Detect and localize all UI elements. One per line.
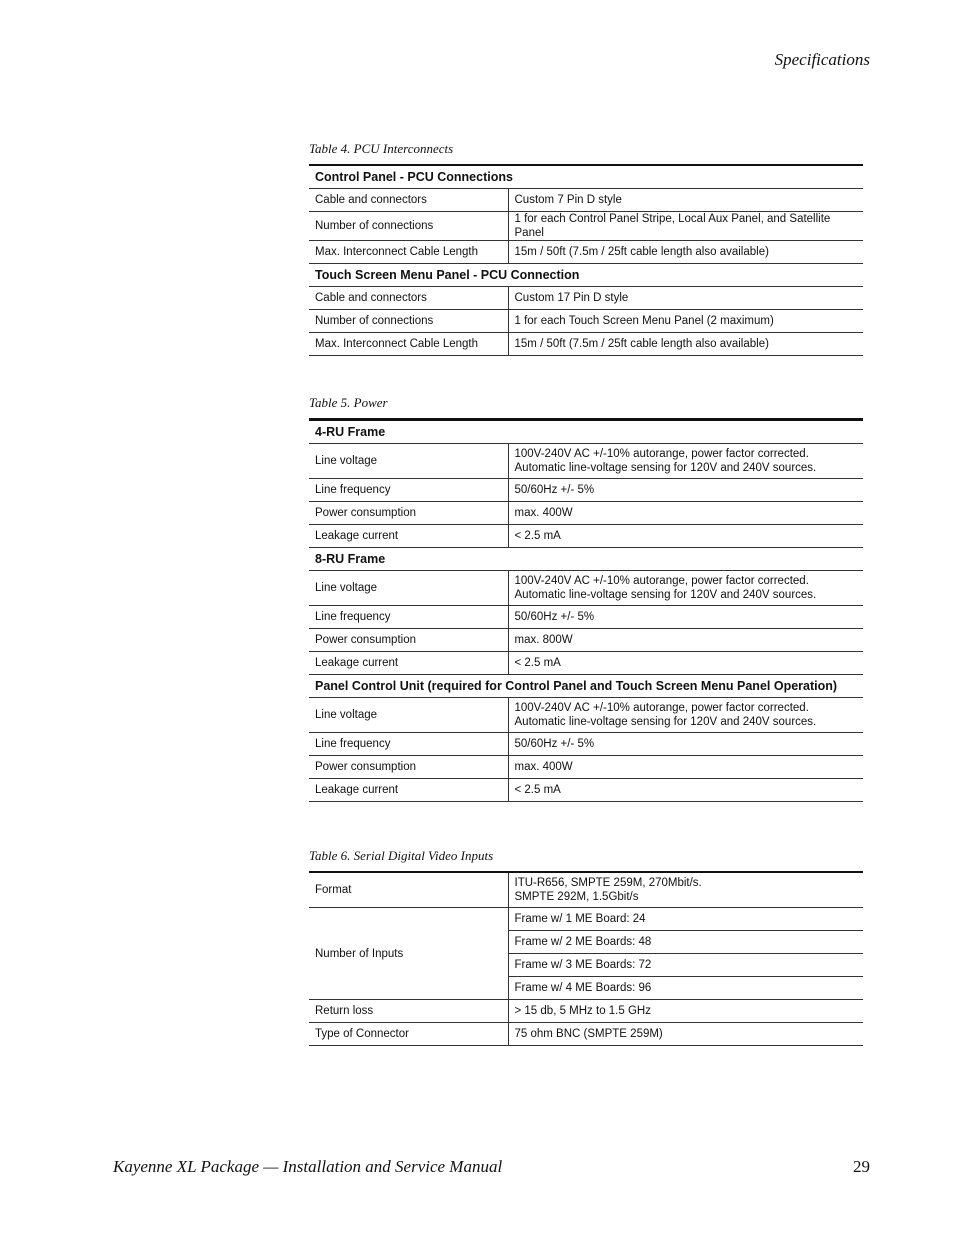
row-value: 75 ohm BNC (SMPTE 259M)	[508, 1023, 863, 1046]
table-row	[309, 287, 863, 310]
format-value-line: SMPTE 292M, 1.5Gbit/s	[514, 891, 639, 903]
row-value: 100V-240V AC +/-10% autorange, power factor corrected. Automatic line-voltage sensing for 120V and 240V sources.	[508, 698, 863, 733]
row-value: < 2.5 mA	[508, 652, 863, 675]
table-row	[309, 1023, 863, 1046]
row-label: Leakage current	[309, 525, 508, 548]
table6-caption: Table 6. Serial Digital Video Inputs	[309, 848, 494, 863]
row-label: Line voltage	[309, 571, 508, 606]
table-row	[309, 333, 863, 356]
row-value: 15m / 50ft (7.5m / 25ft cable length also available)	[508, 241, 863, 264]
row-label: Max. Interconnect Cable Length	[309, 333, 508, 356]
table-row	[309, 571, 863, 606]
row-label: Line frequency	[309, 479, 508, 502]
row-value: 1 for each Control Panel Stripe, Local Aux Panel, and Satellite Panel	[508, 212, 863, 241]
table5-section-row	[309, 420, 863, 444]
row-label: Leakage current	[309, 652, 508, 675]
table5-power	[309, 418, 863, 802]
format-value-line: ITU-R656, SMPTE 259M, 270Mbit/s.	[514, 877, 702, 889]
table-row	[309, 629, 863, 652]
table5-caption: Table 5. Power	[309, 395, 388, 410]
row-value: 15m / 50ft (7.5m / 25ft cable length also available)	[508, 333, 863, 356]
table5-section-row	[309, 548, 863, 571]
section-title: 8-RU Frame	[309, 548, 863, 571]
row-value: 100V-240V AC +/-10% autorange, power factor corrected. Automatic line-voltage sensing for 120V and 240V sources.	[508, 444, 863, 479]
row-value: max. 800W	[508, 629, 863, 652]
table-row	[309, 606, 863, 629]
row-label: Cable and connectors	[309, 189, 508, 212]
table-row	[309, 652, 863, 675]
row-value: 50/60Hz +/- 5%	[508, 733, 863, 756]
row-value: 50/60Hz +/- 5%	[508, 606, 863, 629]
table-row	[309, 212, 863, 241]
table-row	[309, 1000, 863, 1023]
section-title: Control Panel - PCU Connections	[309, 165, 863, 189]
row-value: Custom 7 Pin D style	[508, 189, 863, 212]
table-row	[309, 444, 863, 479]
row-label: Power consumption	[309, 756, 508, 779]
table-row	[309, 872, 863, 908]
table-row	[309, 525, 863, 548]
table-row	[309, 241, 863, 264]
row-label: Cable and connectors	[309, 287, 508, 310]
row-label: Number of connections	[309, 310, 508, 333]
table4-caption: Table 4. PCU Interconnects	[309, 141, 454, 156]
row-label: Line voltage	[309, 444, 508, 479]
table4-section-row	[309, 165, 863, 189]
table4-section-row	[309, 264, 863, 287]
row-label: Number of Inputs	[309, 908, 508, 1000]
footer-manual-title: Kayenne XL Package — Installation and Service Manual	[113, 1157, 503, 1176]
table4-pcu-interconnects	[309, 164, 863, 356]
table6-serial-digital-video-inputs	[309, 871, 863, 1046]
row-label: Number of connections	[309, 212, 508, 241]
section-title: 4-RU Frame	[309, 420, 863, 444]
table-row	[309, 698, 863, 733]
row-value: 50/60Hz +/- 5%	[508, 479, 863, 502]
table5-section-row	[309, 675, 863, 698]
table-row	[309, 779, 863, 802]
table-row	[309, 189, 863, 212]
row-label: Type of Connector	[309, 1023, 508, 1046]
table-row	[309, 733, 863, 756]
row-value: Frame w/ 4 ME Boards: 96	[508, 977, 863, 1000]
row-value: 1 for each Touch Screen Menu Panel (2 maximum)	[508, 310, 863, 333]
row-label: Power consumption	[309, 629, 508, 652]
row-label: Leakage current	[309, 779, 508, 802]
row-value: max. 400W	[508, 756, 863, 779]
row-label: Power consumption	[309, 502, 508, 525]
running-header: Specifications	[774, 50, 870, 69]
table-row	[309, 502, 863, 525]
row-value: max. 400W	[508, 502, 863, 525]
section-title: Panel Control Unit (required for Control Panel and Touch Screen Menu Panel Operation)	[309, 675, 863, 698]
row-label: Format	[309, 872, 508, 908]
table-row	[309, 908, 863, 931]
row-value: < 2.5 mA	[508, 525, 863, 548]
row-value: Frame w/ 2 ME Boards: 48	[508, 931, 863, 954]
table-row	[309, 756, 863, 779]
row-label: Return loss	[309, 1000, 508, 1023]
section-title: Touch Screen Menu Panel - PCU Connection	[309, 264, 863, 287]
table-row	[309, 310, 863, 333]
row-value: Frame w/ 3 ME Boards: 72	[508, 954, 863, 977]
row-label: Line voltage	[309, 698, 508, 733]
row-label: Line frequency	[309, 606, 508, 629]
table-row	[309, 479, 863, 502]
row-value: > 15 db, 5 MHz to 1.5 GHz	[508, 1000, 863, 1023]
row-label: Line frequency	[309, 733, 508, 756]
row-value: Frame w/ 1 ME Board: 24	[508, 908, 863, 931]
row-value	[508, 872, 863, 908]
row-value: 100V-240V AC +/-10% autorange, power factor corrected. Automatic line-voltage sensing for 120V and 240V sources.	[508, 571, 863, 606]
row-value: Custom 17 Pin D style	[508, 287, 863, 310]
row-label: Max. Interconnect Cable Length	[309, 241, 508, 264]
page-number: 29	[853, 1157, 870, 1176]
row-value: < 2.5 mA	[508, 779, 863, 802]
